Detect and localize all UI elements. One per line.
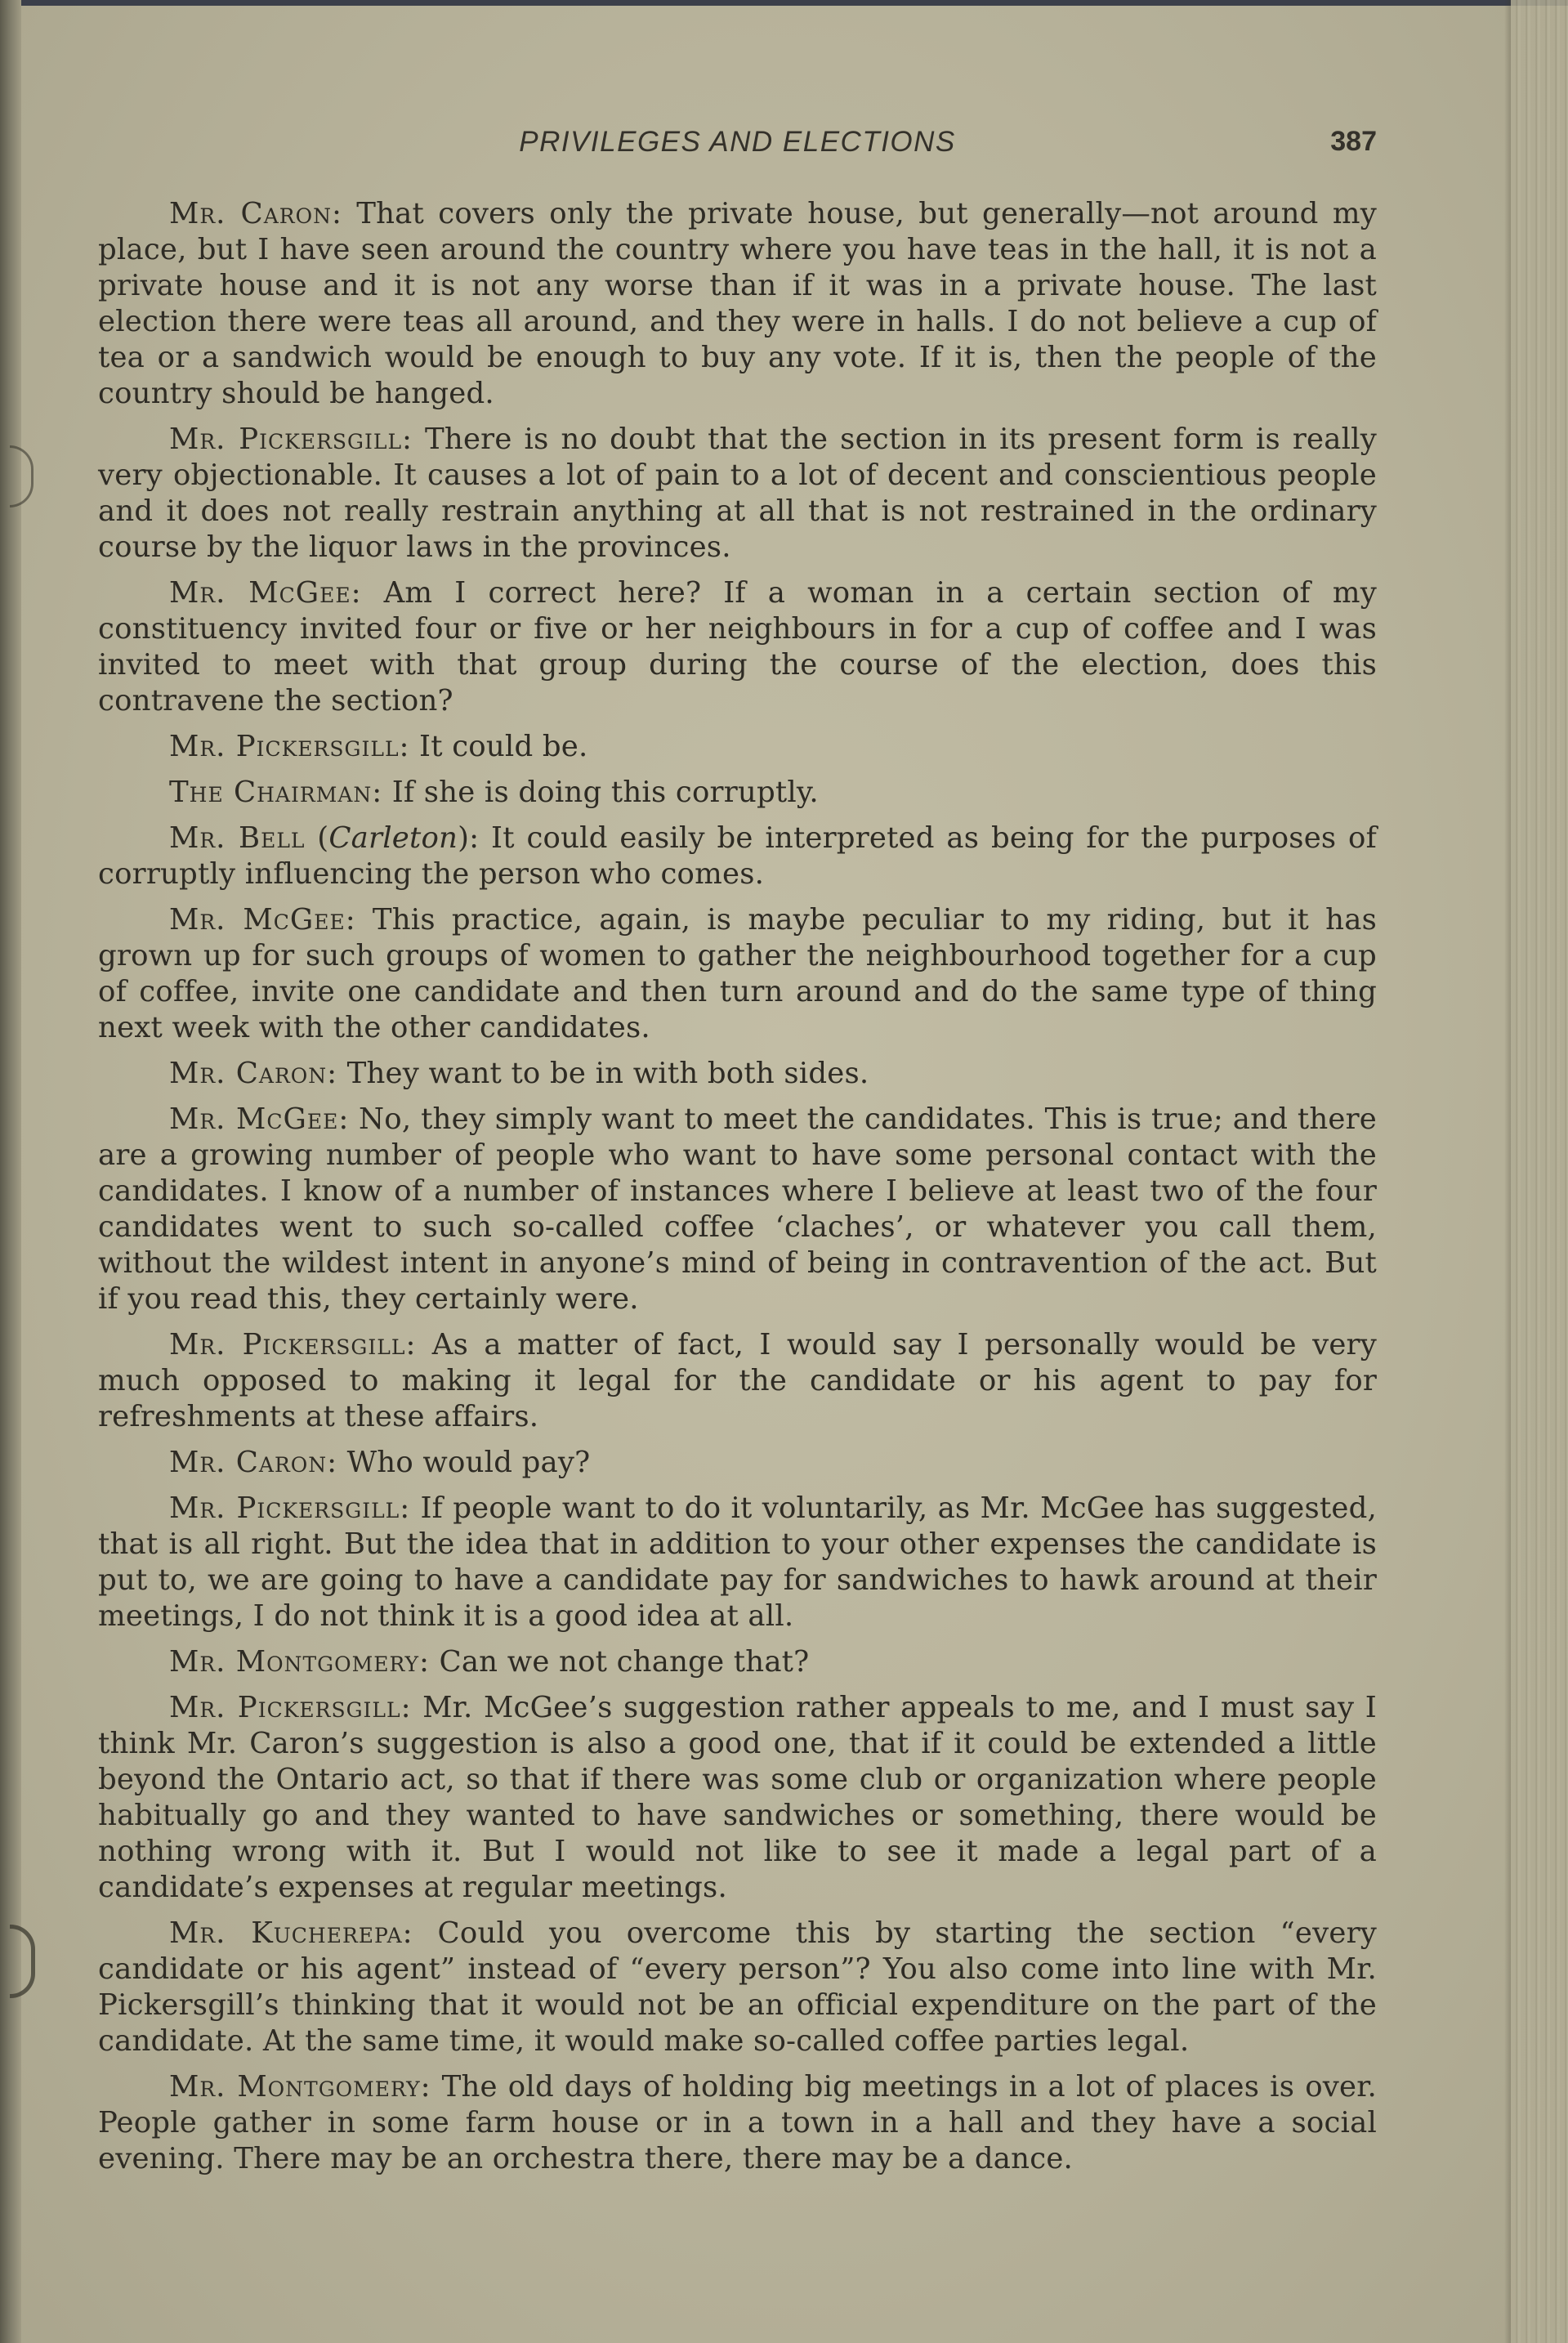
- transcript-paragraph: [98, 775, 1377, 811]
- speaker-name: Mr. Kucherepa:: [169, 1916, 413, 1950]
- speaker-name: Mr. Montgomery:: [169, 1645, 430, 1679]
- speaker-name: Mr. Bell: [169, 821, 306, 855]
- transcript-paragraph: Mr. Bell (Carleton): It could easily be interpreted as being for the purposes of corruptly influencing the person who comes.: [98, 821, 1377, 891]
- speaker-name: Mr. Pickersgill:: [169, 730, 410, 763]
- book-page: [98, 123, 1377, 2187]
- speaker-name: Mr. McGee:: [169, 903, 356, 937]
- page-number: 387: [1330, 126, 1377, 157]
- speaker-name: Mr. Pickersgill:: [169, 1691, 412, 1724]
- transcript-paragraph: [98, 1445, 1377, 1481]
- speech-text: No, they simply want to meet the candidates. This is true; and there are a growing number of people who want to have some personal contact with the candidates. I know of a number of instances where I believe at least two of the four candidates went to such so-called coffee ‘claches’, or whatever you call them, without the wildest intent in anyone’s mind of being in contravention of the act. But if you read this, they certainly were.: [98, 1102, 1377, 1316]
- speaker-name: Mr. Caron:: [169, 1446, 338, 1479]
- speaker-name: Mr. Pickersgill:: [169, 423, 413, 456]
- speech-text: If people want to do it voluntarily, as Mr. McGee has suggested, that is all right. But the idea that in addition to your other expenses the candidate is put to, we are going to have a candidate pay for sandwiches to hawk around at their meetings, I do not think it is a good idea at all.: [98, 1491, 1377, 1633]
- speech-text: : It could easily be interpreted as being for the purposes of corruptly influencing the person who comes.: [98, 821, 1377, 891]
- transcript-paragraph: [98, 1690, 1377, 1906]
- speech-text: It could be.: [409, 730, 588, 763]
- speech-text: This practice, again, is maybe peculiar to my riding, but it has grown up for such groups of women to gather the neighbourhood together for a cup of coffee, invite one candidate and then turn around and do the same type of thing next week with the other candidates.: [98, 903, 1378, 1044]
- speaker-name: Mr. McGee:: [169, 1102, 350, 1136]
- top-edge: [0, 0, 1568, 6]
- speaker-riding: Carleton: [328, 821, 458, 855]
- speech-text: Could you overcome this by starting the section “every candidate or his agent” instead of “every person”? You also come into line with Mr. Pickersgill’s thinking that it would not be an official expenditure on the part of the candidate. At the same time, it would make so-called coffee parties legal.: [98, 1916, 1377, 2058]
- speech-text: If she is doing this corruptly.: [382, 776, 819, 809]
- speech-text: Am I correct here? If a woman in a certain section of my constituency invited four or five or her neighbours in for a cup of coffee and I was invited to meet with that group during the course of the election, does this contravene the section?: [98, 576, 1377, 718]
- speaker-name: Mr. McGee:: [169, 576, 362, 610]
- speaker-name: Mr. Pickersgill:: [169, 1491, 411, 1525]
- page-edge-shadow: [1504, 0, 1511, 2343]
- speech-text: They want to be in with both sides.: [337, 1057, 869, 1090]
- speaker-name: The Chairman:: [169, 776, 383, 809]
- speaker-name: Mr. Pickersgill:: [169, 1328, 417, 1362]
- transcript-paragraph: [98, 2069, 1377, 2177]
- page-stack-edge: [1511, 0, 1568, 2343]
- speech-text: Who would pay?: [337, 1446, 591, 1479]
- speech-text: As a matter of fact, I would say I personally would be very much opposed to making it legal for the candidate or his agent to pay for refreshments at these affairs.: [98, 1328, 1377, 1433]
- speaker-name: Mr. Montgomery:: [169, 2070, 431, 2104]
- transcript-paragraph: [98, 1491, 1377, 1634]
- transcript-paragraph: [98, 1327, 1377, 1435]
- speech-text: There is no doubt that the section in its present form is really very objectionable. It causes a lot of pain to a lot of decent and conscientious people and it does not really restrain anything at all that is not restrained in the ordinary course by the liquor laws in the provinces.: [98, 423, 1377, 564]
- running-head: [98, 123, 1377, 172]
- speaker-name: Mr. Caron:: [169, 1057, 338, 1090]
- running-head-title: PRIVILEGES AND ELECTIONS: [519, 126, 956, 158]
- transcript-paragraph: [98, 729, 1377, 765]
- transcript-paragraph: [98, 422, 1377, 566]
- transcript-paragraph: [98, 902, 1377, 1046]
- speaker-name: Mr. Caron:: [169, 197, 342, 230]
- speech-text: The old days of holding big meetings in a lot of places is over. People gather in some farm house or in a town in a hall and they have a social evening. There may be an orchestra there, there may be a dance.: [98, 2070, 1377, 2175]
- speech-text: Mr. McGee’s suggestion rather appeals to me, and I must say I think Mr. Caron’s suggestion is also a good one, that if it could be extended a little beyond the Ontario act, so that if there was some club or organization where people habitually go and they wanted to have sandwiches or something, there would be nothing wrong with it. But I would not like to see it made a legal part of a candidate’s expenses at regular meetings.: [98, 1691, 1377, 1904]
- speech-text: Can we not change that?: [429, 1645, 810, 1679]
- transcript-paragraph: [98, 1644, 1377, 1680]
- transcript-paragraph: [98, 196, 1377, 412]
- transcript-paragraph: [98, 1056, 1377, 1092]
- speech-text: That covers only the private house, but generally—not around my place, but I have seen around the country where you have teas in the hall, it is not a private house and it is not any worse than if it was in a private house. The last election there were teas all around, and they were in halls. I do not believe a cup of tea or a sandwich would be enough to buy any vote. If it is, then the people of the country should be hanged.: [98, 197, 1377, 410]
- transcript-paragraph: [98, 1916, 1377, 2059]
- transcript-paragraph: [98, 1102, 1377, 1317]
- transcript-body: [98, 196, 1377, 2177]
- transcript-paragraph: [98, 575, 1377, 719]
